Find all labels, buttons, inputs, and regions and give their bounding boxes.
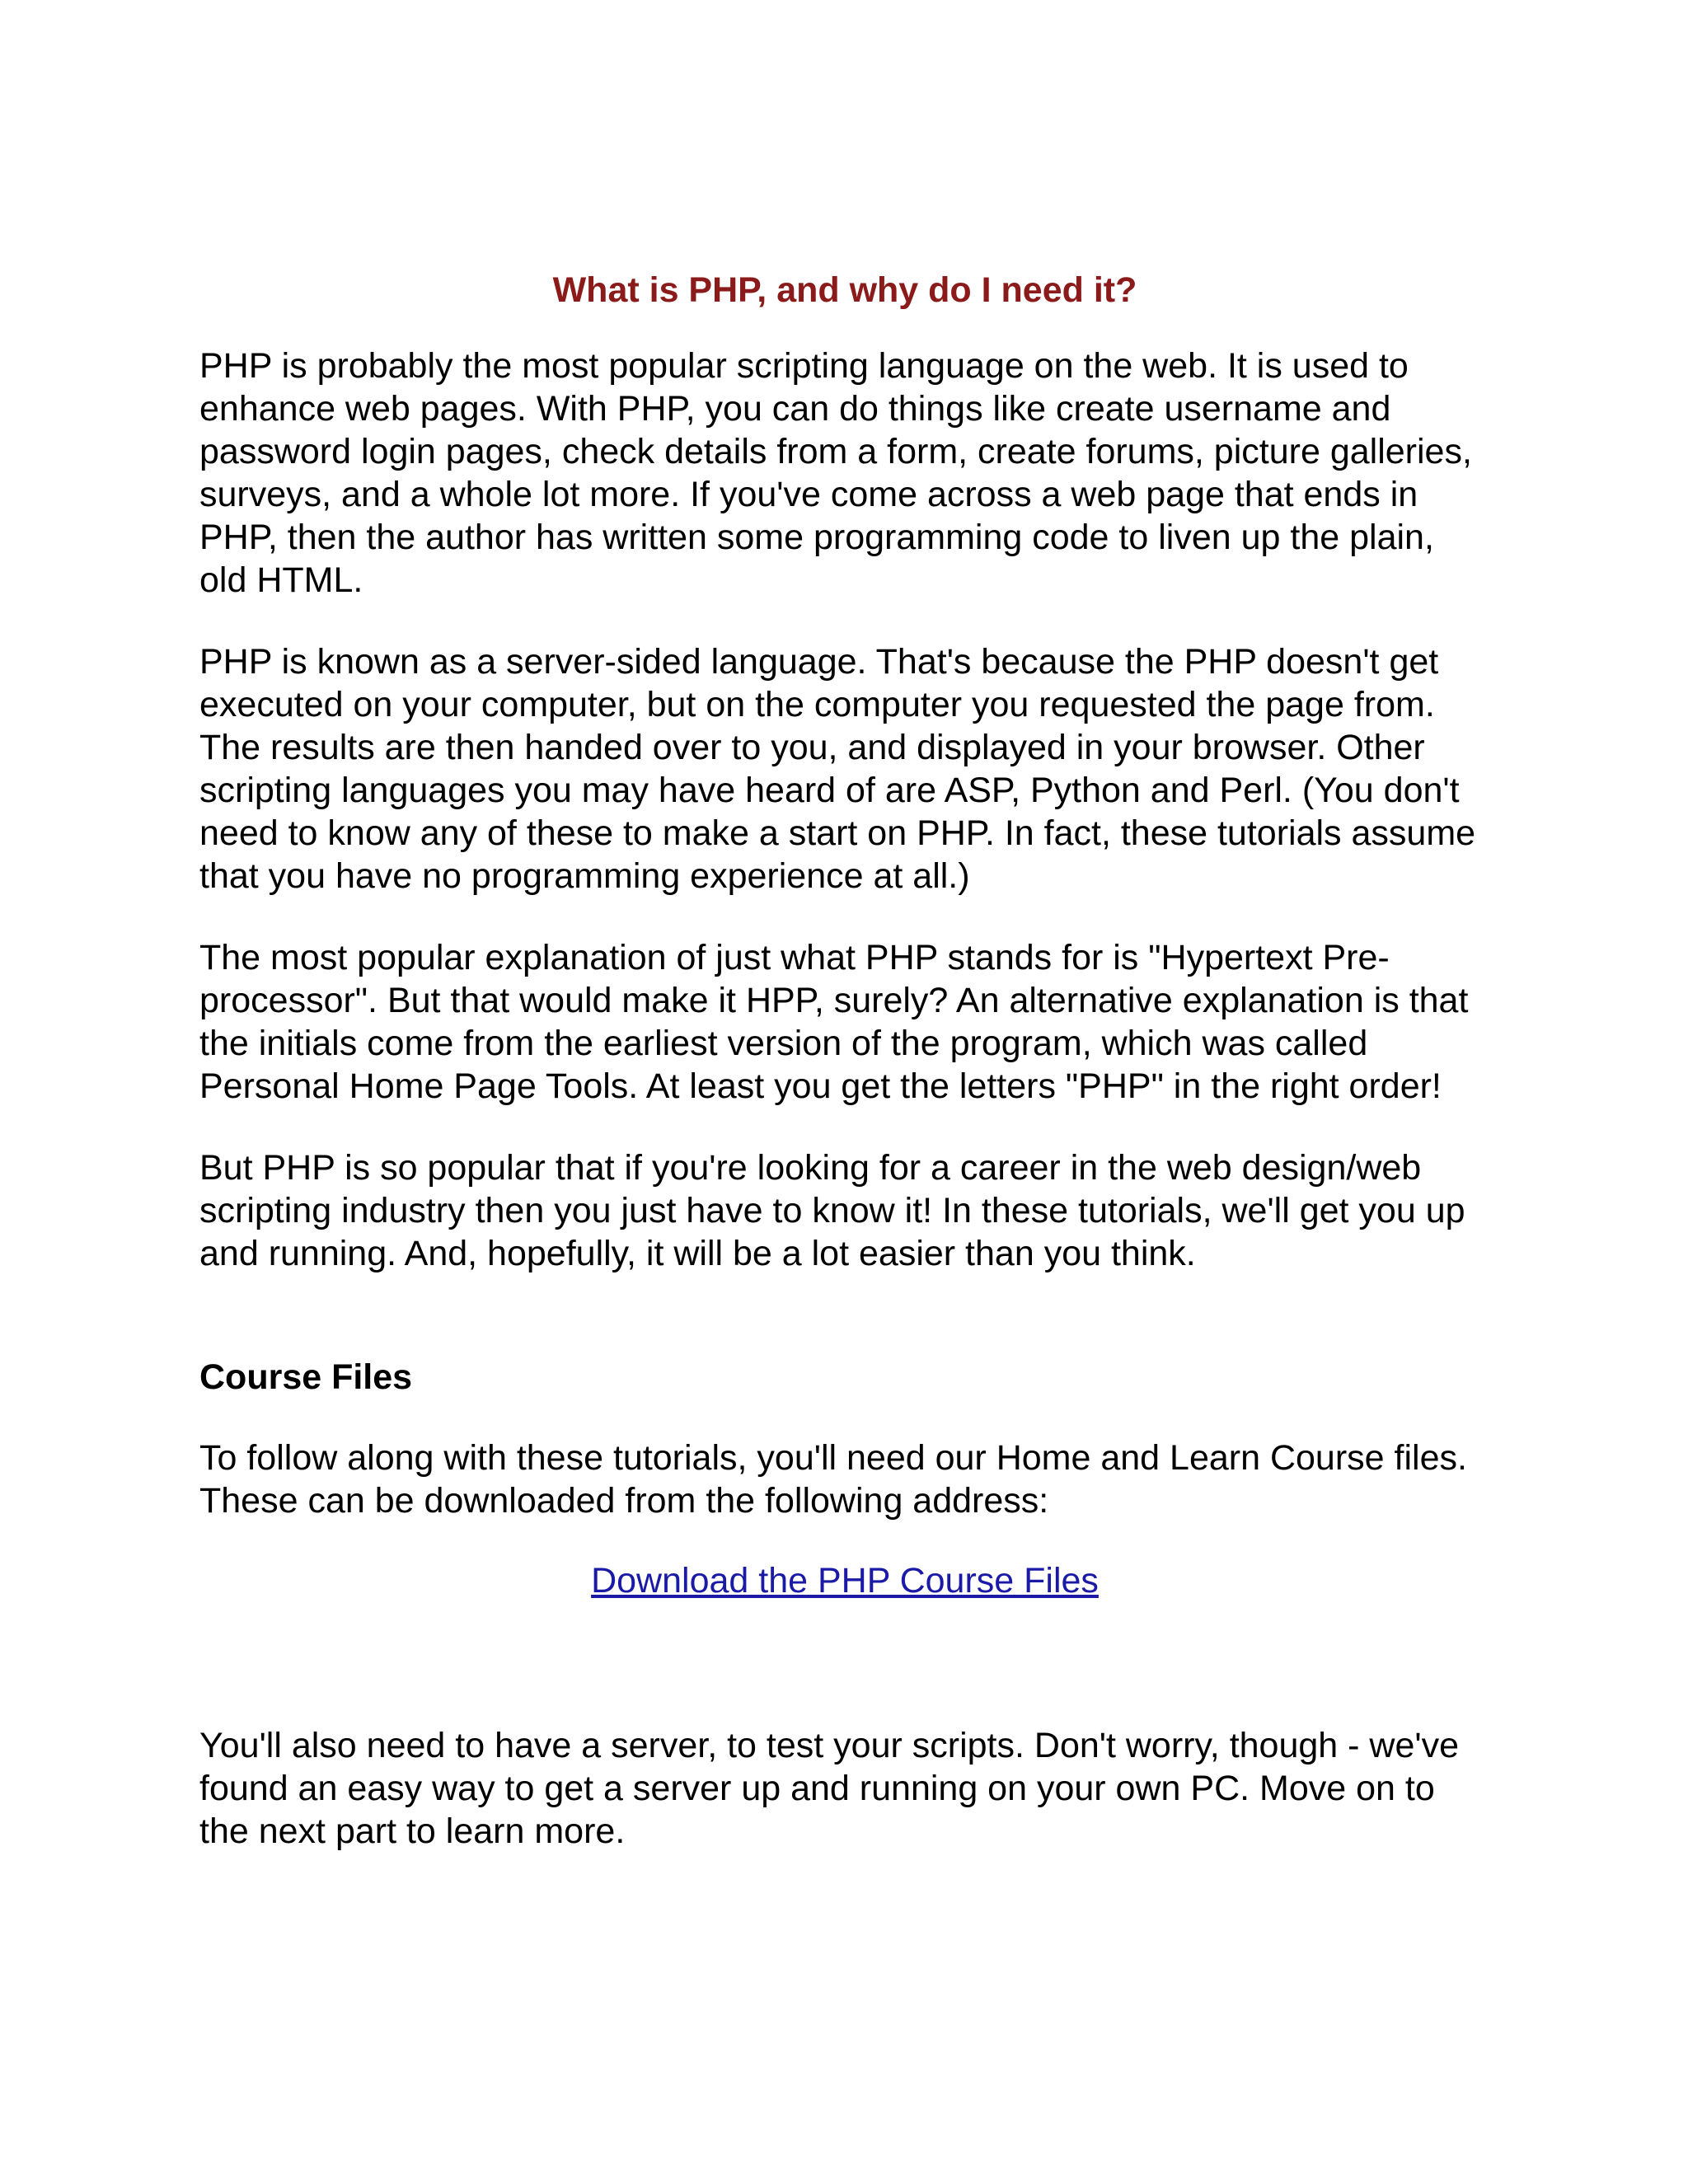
- paragraph-server-side: PHP is known as a server-sided language. That's because the PHP doesn't get executed on your computer, but on the computer you requested the page from. The results are then handed over to you, and displayed in your browser. Other scripting languages you may have heard of are ASP, Python and Perl. (You don't need to know any of these to make a start on PHP. In fact, these tutorials assume that you have no programming experience at all.): [199, 642, 1476, 896]
- page-title: What is PHP, and why do I need it?: [552, 270, 1137, 310]
- document-body: [199, 260, 1490, 1853]
- course-files-intro: To follow along with these tutorials, you'll need our Home and Learn Course files. These can be downloaded from the following address:: [199, 1438, 1467, 1521]
- paragraph-popularity: But PHP is so popular that if you're looking for a career in the web design/web scripting industry then you just have to know it! In these tutorials, we'll get you up and running. And, hopefully, it will be a lot easier than you think.: [199, 1148, 1465, 1273]
- course-files-heading: Course Files: [199, 1357, 413, 1397]
- download-course-files-link[interactable]: Download the PHP Course Files: [591, 1561, 1099, 1601]
- paragraph-closing: You'll also need to have a server, to test your scripts. Don't worry, though - we've found an easy way to get a server up and running on your own PC. Move on to the next part to learn more.: [199, 1726, 1460, 1851]
- paragraph-intro: PHP is probably the most popular scripting language on the web. It is used to enhance web pages. With PHP, you can do things like create username and password login pages, check details from a form, create forums, picture galleries, surveys, and a whole lot more. If you've come across a web page that ends in PHP, then the author has written some programming code to liven up the plain, old HTML.: [199, 346, 1472, 600]
- download-link-row: [199, 1559, 1490, 1602]
- paragraph-name-origin: The most popular explanation of just what PHP stands for is "Hypertext Pre-processor". But that would make it HPP, surely? An alternative explanation is that the initials come from the earliest version of the program, which was called Personal Home Page Tools. At least you get the letters "PHP" in the right order!: [199, 938, 1469, 1106]
